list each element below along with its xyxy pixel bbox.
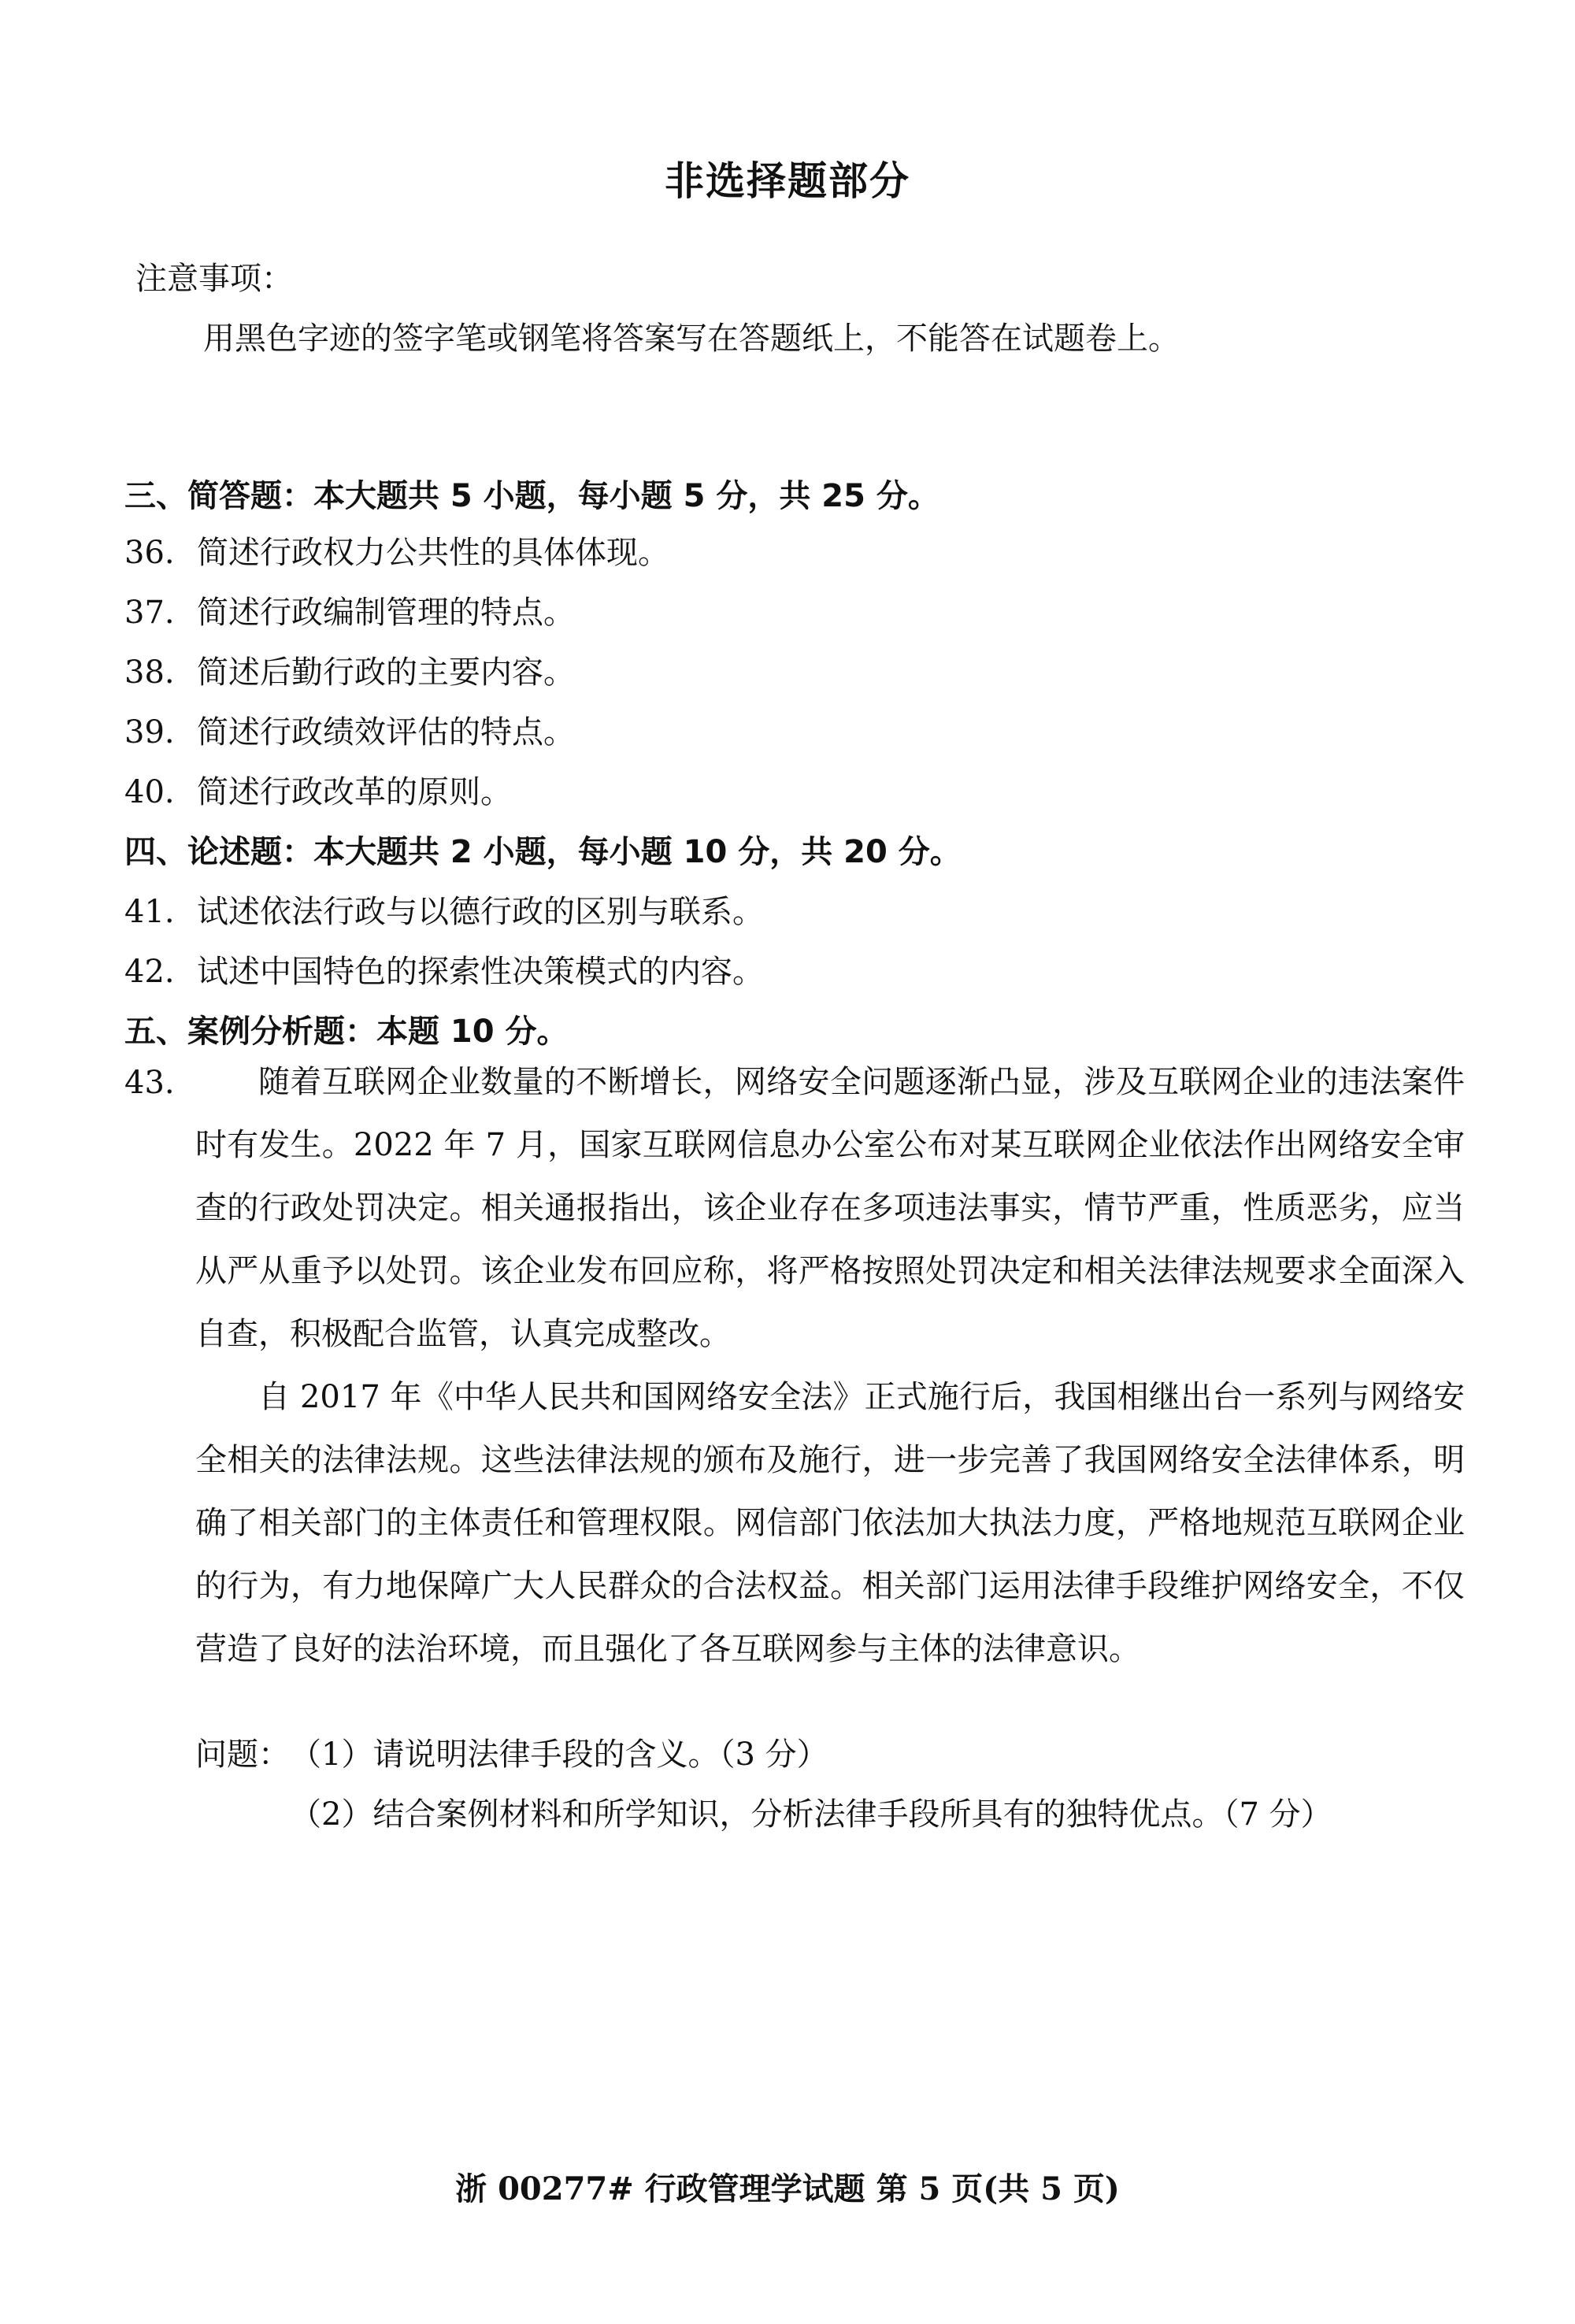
question-38 [124, 647, 575, 692]
question-number: 42. [124, 954, 175, 990]
page-title: 非选择题部分 [665, 158, 910, 204]
case-paragraph-2: 自 2017 年《中华人民共和国网络安全法》正式施行后，我国相继出台一系列与网络安全相关的法律法规。这些法律法规的颁布及施行，进一步完善了我国网络安全法律体系，明确了相关部门的主体责任和管理权限。网信部门依法加大执法力度，严格地规范互联网企业的行为，有力地保障广大人民群众的合法权益。相关部门运用法律手段维护网络安全，不仅营造了良好的法治环境，而且强化了各互联网参与主体的法律意识。 [195, 1379, 1465, 1667]
question-number: 39. [124, 714, 175, 751]
sub-question-2: （2）结合案例材料和所学知识，分析法律手段所具有的独特优点。（7 分） [290, 1796, 1332, 1833]
question-41 [124, 887, 764, 932]
section-heading-short-answer: 三、简答题：本大题共 5 小题，每小题 5 分，共 25 分。 [124, 478, 939, 514]
question-label: 问题： [195, 1737, 290, 1773]
sub-question-1: （1）请说明法律手段的含义。（3 分） [290, 1737, 828, 1773]
question-36 [124, 528, 669, 573]
case-paragraph-1: 随着互联网企业数量的不断增长，网络安全问题逐渐凸显，涉及互联网企业的违法案件时有发生。2022 年 7 月，国家互联网信息办公室公布对某互联网企业依法作出网络安全审查的行政处罚决定。相关通报指出，该企业存在多项违法事实，情节严重，性质恶劣，应当从严从重予以处罚。该企业发布回应称，将严格按照处罚决定和相关法律法规要求全面深入自查，积极配合监管，认真完成整改。 [195, 1064, 1465, 1352]
notice-heading: 注意事项： [135, 261, 293, 297]
page-footer: 浙 00277# 行政管理学试题 第 5 页(共 5 页) [455, 2170, 1120, 2207]
question-number: 37. [124, 595, 175, 631]
question-number: 38. [124, 654, 175, 691]
question-text: 简述后勤行政的主要内容。 [197, 654, 575, 691]
question-43-number: 43. [124, 1065, 175, 1101]
question-37 [124, 587, 575, 632]
question-39 [124, 707, 575, 752]
question-text: 简述行政改革的原则。 [197, 774, 512, 810]
question-number: 41. [124, 894, 175, 930]
question-number: 36. [124, 535, 175, 571]
section-heading-essay: 四、论述题：本大题共 2 小题，每小题 10 分，共 20 分。 [124, 834, 962, 870]
question-text: 简述行政绩效评估的特点。 [197, 714, 575, 751]
question-text: 试述中国特色的探索性决策模式的内容。 [197, 954, 764, 990]
question-text: 试述依法行政与以德行政的区别与联系。 [197, 894, 764, 930]
question-text: 简述行政编制管理的特点。 [197, 595, 575, 631]
notice-text: 用黑色字迹的签字笔或钢笔将答案写在答题纸上，不能答在试题卷上。 [203, 321, 1180, 357]
question-text: 简述行政权力公共性的具体体现。 [197, 535, 669, 571]
section-heading-case: 五、案例分析题：本题 10 分。 [124, 1014, 569, 1050]
question-number: 40. [124, 774, 175, 810]
question-40 [124, 767, 512, 812]
question-42 [124, 947, 764, 991]
